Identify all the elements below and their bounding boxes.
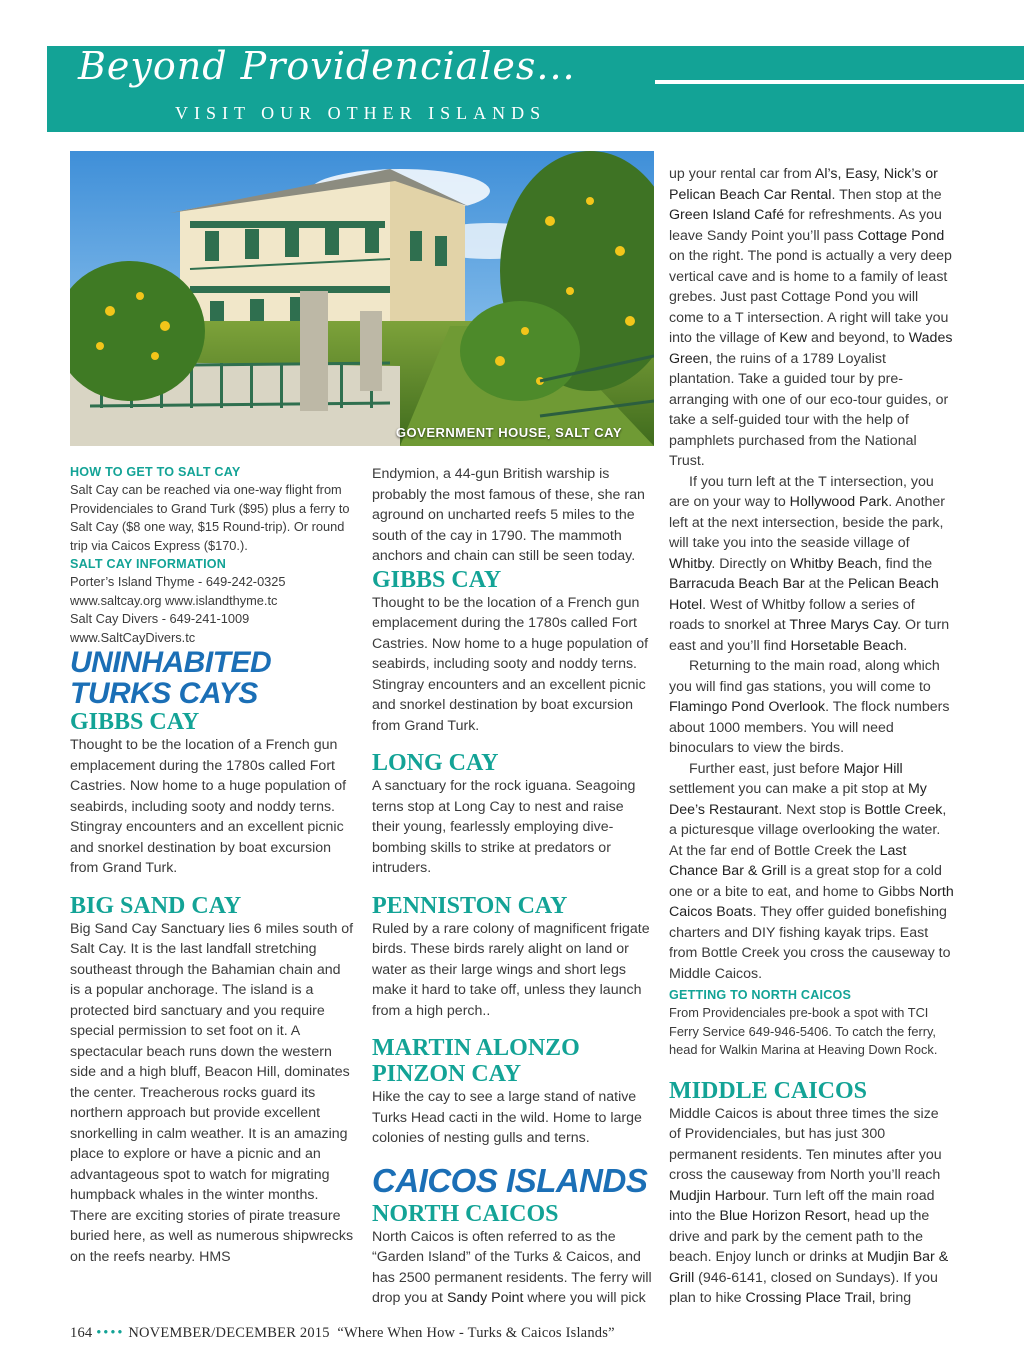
page-title: Beyond Providenciales...	[78, 44, 576, 88]
photo-illustration	[70, 151, 654, 446]
text-run: Further east, just before	[689, 760, 844, 777]
issue-date: NOVEMBER/DECEMBER 2015	[128, 1325, 330, 1341]
place-name: Mudjin Harbour	[669, 1187, 766, 1204]
text-run: settlement you can make a pit stop at	[669, 781, 908, 797]
uninhabited-turks-cays-heading: UNINHABITED TURKS CAYS	[70, 646, 272, 710]
endymion-text: Endymion, a 44-gun British warship is probably the most famous of these, she ran aground on uncharted reefs 5 miles to the south of the cay in 1790. The mammoth anchors and chain can still be seen today.	[372, 466, 645, 564]
bottle-creek-paragraph	[669, 759, 954, 985]
text-run: , the ruins of a 1789 Loyalist plantation. Take a guided tour by pre-arranging with one of our eco-tour guides, or take a self-guided tour with the help of pamphlets purchased from the National Trust.	[669, 350, 949, 469]
north-caicos-route-paragraph	[669, 164, 954, 472]
place-name: Major Hill	[843, 760, 903, 777]
gibbs-cay-heading-2: GIBBS CAY	[372, 566, 502, 593]
gibbs-cay-text: Thought to be the location of a French gun emplacement during the 1780s called Fort Castries. Now home to a huge population of seabirds, including sooty and noddy terns. Stingray encounters and an excellent picnic and snorkel destination by boat excursion from Grand Turk.	[70, 737, 347, 876]
page-subtitle: VISIT OUR OTHER ISLANDS	[175, 103, 547, 123]
caicos-islands-heading: CAICOS ISLANDS	[372, 1161, 648, 1199]
place-name: Sandy Point	[446, 1290, 524, 1306]
big-sand-cay-text: Big Sand Cay Sanctuary lies 6 miles south of Salt Cay. It is the last landfall stretching southeast through the Bahamian chain and is a popular anchorage. The island is a protected bird sanctuary and you require special permission to set foot on it. A spectacular beach runs down the western side and a high bluff, Beacon Hill, dominates the center. Treacherous rocks guard its northern approach but provide excellent snorkelling in calm weather. It is an amazing place to explore or have a picnic and an advantageous spot to watch for migrating humpback whales in the winter months. There are exciting stories of pirate treasure buried here, as well as numerous shipwrecks on the reefs nearby. HMS	[70, 920, 354, 1265]
long-cay-heading: LONG CAY	[372, 750, 499, 776]
text-run: head up the drive and park by the cement path to the beach. Enjoy lunch or drinks at	[669, 1208, 930, 1265]
place-name: Pelican Beach Hotel	[669, 576, 939, 613]
text-run: Middle Caicos is about three times the size of Providenciales, but has just 300 permanent residents. Ten minutes after you cross the causeway from North you’ll reach	[669, 1105, 942, 1183]
text-run: on the right. The pond is actually a very deep vertical cave and is home to a family of least grebes. Just past Cottage Pond you will come to a T intersection. A right will take you into the village of	[669, 248, 952, 346]
info-line: www.saltcay.org www.islandthyme.tc	[70, 592, 278, 608]
getting-to-north-caicos-text: From Providenciales pre-book a spot with TCI Ferry Service 649-946-5406. To catch the ferry, head for Walkin Marina at Heaving Down Rock.	[669, 1005, 938, 1057]
text-run: and beyond, to	[807, 330, 909, 346]
text-run: (946-6141, closed on Sundays). If you plan to hike	[669, 1269, 938, 1306]
text-run: Returning to the main road, along which you will find gas stations, you will come to	[669, 658, 940, 695]
penniston-cay-text: Ruled by a rare colony of magnificent frigate birds. These birds rarely alight on land or water as their large wings and short legs make it hard to take off, unless they launch from a high perch..	[372, 920, 650, 1019]
text-run: . The flock numbers about 1000 members. You will need binoculars to view the birds.	[669, 699, 950, 756]
text-run: , a picturesque village overlooking the water. At the far end of Bottle Creek the	[669, 801, 947, 859]
hollywood-park-paragraph	[669, 472, 954, 657]
place-name: Cottage Pond	[857, 227, 945, 244]
page-number: 164	[70, 1325, 93, 1341]
text-run: at the	[804, 576, 849, 592]
place-name: Mudjin Bar & Grill	[669, 1249, 949, 1286]
place-name: North Caicos Boats	[669, 883, 954, 920]
place-name: Whitby Beach,	[790, 555, 882, 572]
place-name: Wades Green	[669, 330, 953, 367]
place-name: My Dee’s Restaurant	[669, 781, 927, 818]
place-name: Three Marys Cay	[789, 617, 898, 633]
text-run: . Then stop at the	[831, 186, 942, 203]
text-run: for refreshments. As you leave Sandy Point you’ll pass	[669, 207, 942, 244]
photo-caption: GOVERNMENT HOUSE, SALT CAY	[395, 425, 622, 440]
gibbs-cay-text-2: Thought to be the location of a French gun emplacement during the 1780s called Fort Castries. Now home to a huge population of seabirds, including sooty and noddy terns. Stingray encounters and an excellent picnic and snorkel destination by boat excursion from Grand Turk.	[372, 594, 649, 734]
gibbs-cay-heading: GIBBS CAY	[70, 709, 200, 735]
text-run: . They offer guided bonefishing charters and DIY fishing kayak trips. East from Bottle Creek you cross the causeway to Middle Caicos.	[669, 904, 951, 982]
page-footer	[70, 1325, 615, 1342]
header-rule	[655, 80, 1024, 84]
text-run: where you will pick	[523, 1290, 646, 1306]
column-3	[669, 164, 954, 1309]
flamingo-pond-paragraph	[669, 656, 954, 759]
north-caicos-text	[372, 1227, 655, 1309]
place-name: Hollywood Park	[789, 494, 889, 510]
place-name: Al’s, Easy, Nick’s or Pelican Beach Car Rental	[669, 166, 938, 203]
column-1	[70, 464, 354, 1267]
text-run: find the	[881, 555, 933, 572]
text-run: .	[903, 637, 908, 654]
info-line: Porter’s Island Thyme - 649-242-0325	[70, 574, 286, 589]
footer-dots: ••••	[96, 1325, 125, 1341]
text-run: If you turn left at the T intersection, you are on your way to	[669, 473, 934, 510]
how-to-get-heading: HOW TO GET TO SALT CAY	[70, 465, 241, 479]
how-to-get-text: Salt Cay can be reached via one-way flight from Providenciales to Grand Turk ($95) plus a ferry to Salt Cay ($8 one way, $15 Round-trip). Or round trip via Caicos Express ($170.).	[70, 482, 350, 553]
place-name: Bottle Creek	[864, 801, 943, 818]
info-line: www.SaltCayDivers.tc	[70, 629, 196, 645]
text-run: . Another left at the next intersection, beside the park, will take you into the seaside village of	[669, 494, 946, 551]
place-name: Horsetable Beach	[790, 637, 904, 654]
middle-caicos-paragraph	[669, 1104, 954, 1309]
place-name: Green Island Café	[669, 207, 785, 223]
government-house-photo	[70, 151, 654, 446]
text-run: up your rental car from	[669, 166, 815, 182]
place-name: Last Chance Bar & Grill	[669, 842, 907, 879]
middle-caicos-heading: MIDDLE CAICOS	[669, 1077, 868, 1104]
place-name: Flamingo Pond Overlook	[669, 699, 826, 715]
penniston-cay-heading: PENNISTON CAY	[372, 892, 568, 919]
big-sand-cay-heading: BIG SAND CAY	[70, 892, 242, 919]
martin-alonzo-pinzon-cay-heading: MARTIN ALONZO PINZON CAY	[372, 1035, 580, 1087]
place-name: Blue Horizon Resort,	[719, 1208, 851, 1224]
martin-alonzo-text: Hike the cay to see a large stand of native Turks Head cacti in the wild. Home to large colonies of nesting gulls and terns.	[372, 1089, 642, 1146]
north-caicos-heading: NORTH CAICOS	[372, 1200, 559, 1227]
place-name: Kew	[779, 330, 808, 346]
info-line: Salt Cay Divers - 649-241-1009	[70, 611, 250, 626]
text-run: . Next stop is	[778, 801, 865, 818]
long-cay-text: A sanctuary for the rock iguana. Seagoing terns stop at Long Cay to nest and raise their young, fearlessly employing dive-bombing skills to strike at predators or intruders.	[372, 778, 636, 876]
text-run: . Or turn east and you’ll find	[669, 617, 950, 654]
place-name: Crossing Place Trail,	[745, 1290, 876, 1306]
publication-name: “Where When How - Turks & Caicos Islands”	[337, 1325, 615, 1341]
place-name: Barracuda Beach Bar	[669, 576, 805, 592]
text-run: is a great stop for a cold one or a bite to eat, and home to Gibbs	[669, 863, 942, 900]
text-run: North Caicos is often referred to as the “Garden Island” of the Turks & Caicos, and has 2500 permanent residents. The ferry will drop you at	[372, 1228, 652, 1306]
text-run: . West of Whitby follow a series of roads to snorkel at	[669, 596, 915, 633]
getting-to-north-caicos-heading: GETTING TO NORTH CAICOS	[669, 988, 852, 1002]
salt-cay-info-heading: SALT CAY INFORMATION	[70, 557, 227, 571]
text-run: . Directly on	[711, 555, 791, 572]
text-run: bring	[875, 1290, 912, 1306]
text-run: . Turn left off the main road into the	[669, 1187, 935, 1224]
place-name: Whitby	[669, 555, 712, 572]
column-2	[372, 464, 655, 1309]
